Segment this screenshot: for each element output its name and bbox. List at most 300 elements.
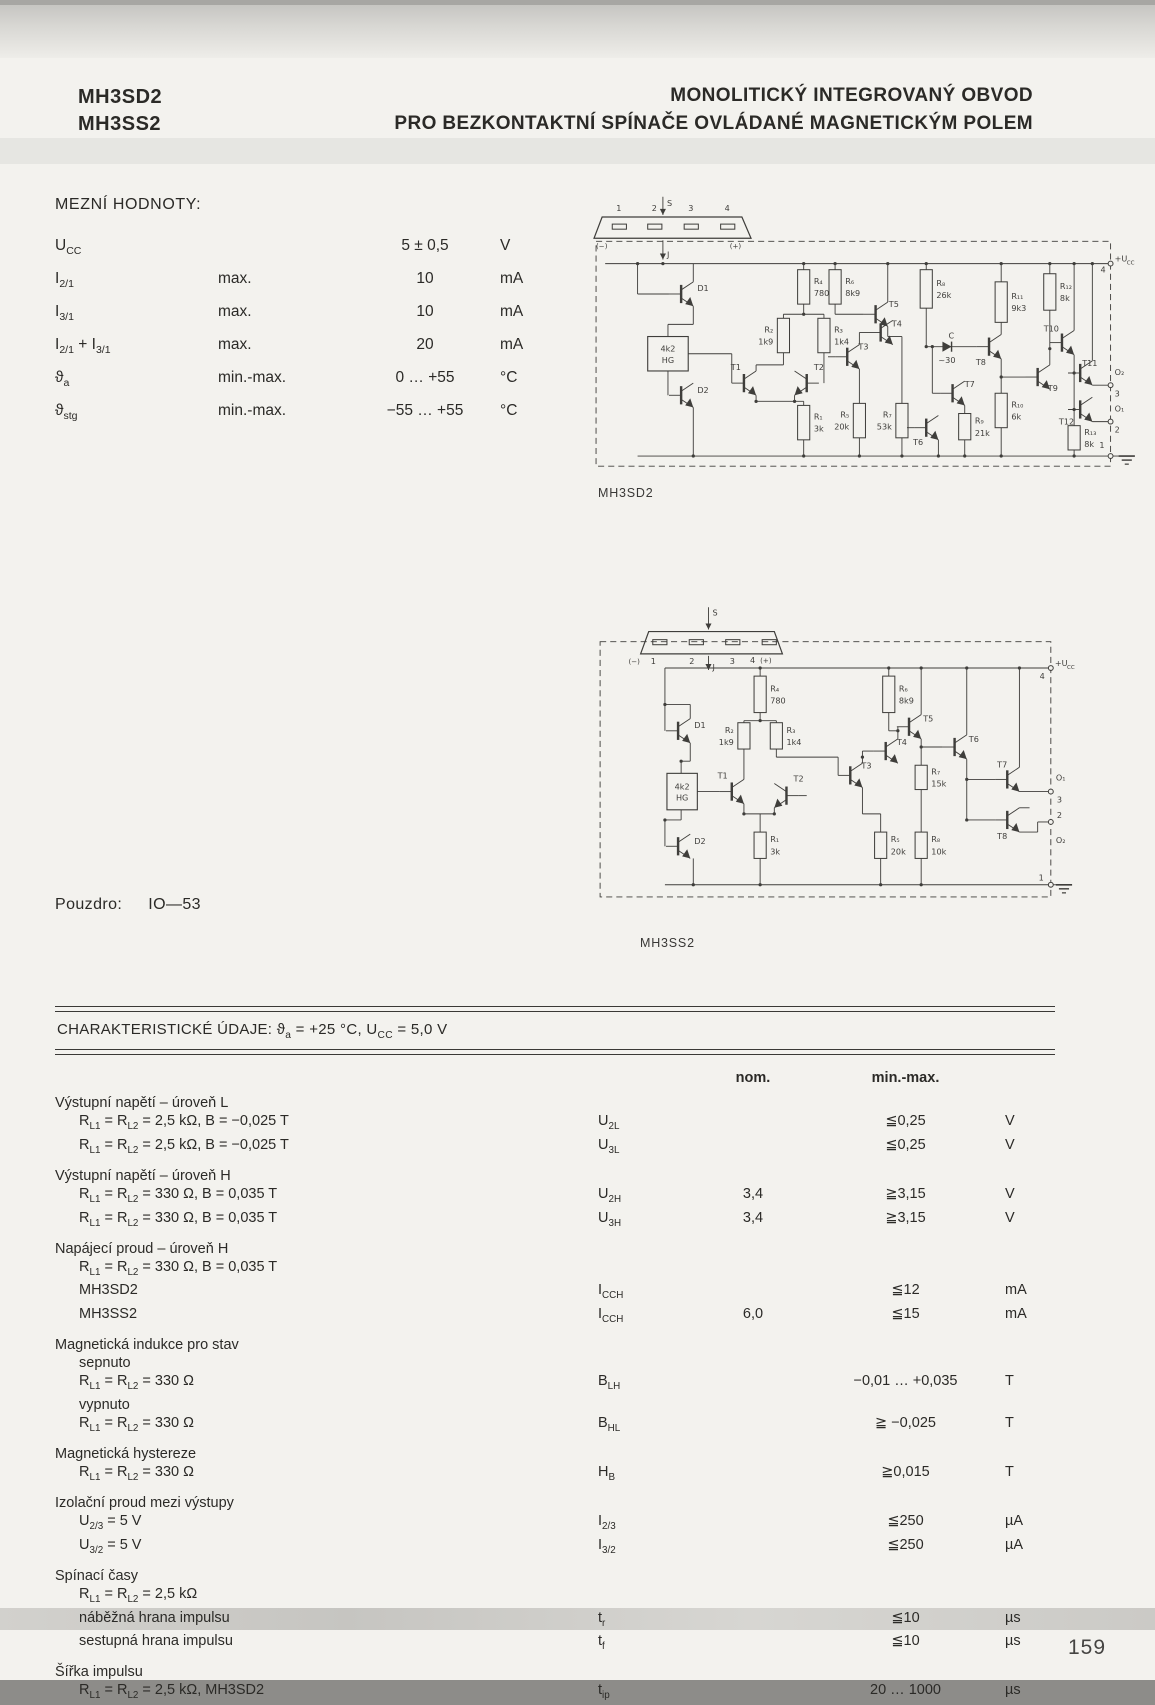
resistor-label: R₄: [770, 683, 780, 694]
row-symbol: $U_{3H}$: [598, 1209, 622, 1229]
row-nom: [698, 1681, 808, 1705]
row-minmax: ≦0,25: [885, 1113, 926, 1129]
row-symbol: $I_{CCH}$: [598, 1282, 624, 1302]
row-nom: [698, 1512, 808, 1536]
table-row: [55, 1258, 1055, 1282]
junction-dot: [759, 666, 762, 669]
resistor-value: 6k: [1011, 411, 1022, 422]
transistor-label: T12: [1058, 416, 1075, 427]
package-pin-slot: [648, 224, 662, 229]
row-label: $U_{3/2} = 5$ V: [79, 1536, 142, 1556]
row-label: sepnuto: [79, 1355, 131, 1372]
table-row: [55, 1112, 1055, 1136]
resistor-value: 9k3: [1011, 303, 1027, 314]
row-symbol: [598, 1258, 698, 1282]
row-nom: [698, 1354, 808, 1372]
junction-dot: [937, 454, 940, 457]
characteristics-title: CHARAKTERISTICKÉ ÚDAJE: $ϑ_a = +25$ °C, $U_{CC} = 5,0$ V: [57, 1021, 448, 1041]
row-symbol: $t_f$: [598, 1633, 605, 1653]
schematic-text: 2: [1114, 424, 1120, 435]
transistor-collector: [795, 371, 807, 379]
row-label: $R_{L1} = R_{L2} = 330$ Ω, B = 0,035 T: [79, 1258, 278, 1278]
limit-symbol: $I_{2/1} + I_{3/1}$: [55, 336, 111, 357]
resistor: [920, 270, 932, 308]
row-nom: [698, 1463, 808, 1487]
resistor-value: 26k: [936, 290, 952, 301]
junction-dot: [802, 313, 805, 316]
transistor-label: D2: [694, 836, 706, 847]
resistor: [754, 676, 766, 712]
resistor: [959, 414, 971, 440]
section-title: Magnetická indukce pro stav: [55, 1337, 239, 1354]
resistor-label: R₃: [786, 724, 796, 735]
schematic-text: O₂: [1055, 835, 1066, 846]
resistor-value: 8k: [1084, 438, 1095, 449]
pin-terminal: [1048, 882, 1053, 887]
transistor-collector: [1062, 330, 1074, 338]
scan-band-top: [0, 0, 1155, 58]
resistor: [915, 765, 927, 789]
table-row: [55, 1585, 1055, 1609]
schematic-text: 1: [1038, 872, 1044, 883]
package-outline: [641, 632, 783, 654]
resistor-value: 1k4: [834, 336, 850, 347]
section-title: Výstupní napětí – úroveň L: [55, 1095, 229, 1111]
resistor-label: R₁: [770, 834, 780, 845]
table-row: [55, 1512, 1055, 1536]
resistor-label: R₁₃: [1084, 426, 1097, 437]
transistor-label: T4: [896, 736, 907, 747]
junction-dot: [1000, 375, 1003, 378]
chip-boundary: [600, 642, 1051, 897]
schematic-text: 2: [689, 655, 695, 666]
characteristics-table: [55, 1006, 1055, 1705]
arrowhead: [705, 623, 711, 629]
junction-dot: [1072, 408, 1075, 411]
row-symbol: $I_{2/3}$: [598, 1512, 616, 1532]
schematic-text: 4: [1039, 671, 1045, 682]
transistor-label: T10: [1043, 323, 1059, 334]
transistor-label: D1: [694, 719, 706, 730]
transistor-collector: [732, 779, 744, 787]
transistor-label: T2: [793, 773, 804, 784]
table-row: [55, 1463, 1055, 1487]
resistor-value: 1k9: [758, 336, 774, 347]
part-number-2: MH3SS2: [78, 113, 162, 135]
junction-dot: [1048, 347, 1051, 350]
row-symbol: $I_{3/2}$: [598, 1536, 616, 1556]
resistor-label: R₈: [936, 277, 946, 288]
row-symbol: $B_{HL}$: [598, 1415, 621, 1435]
page-number: 159: [1068, 1636, 1107, 1659]
limit-row: [55, 265, 615, 298]
resistor-label: R₅: [890, 834, 900, 845]
transistor-collector: [774, 783, 786, 791]
transistor-label: T4: [891, 318, 902, 329]
limit-value: 10: [416, 303, 434, 321]
limit-value: 20: [416, 336, 434, 354]
title-line-2: PRO BEZKONTAKTNÍ SPÍNAČE OVLÁDANÉ MAGNETICKÝM POLEM: [394, 113, 1033, 134]
pin-terminal: [1048, 820, 1053, 825]
junction-dot: [1048, 262, 1051, 265]
transistor-collector: [953, 381, 965, 389]
package-pin-slot: [684, 224, 698, 229]
row-nom: [698, 1396, 808, 1414]
section-title: Izolační proud mezi výstupy: [55, 1494, 234, 1511]
package-pin-slot: [721, 224, 735, 229]
row-nom: [698, 1414, 808, 1438]
junction-dot: [1072, 454, 1075, 457]
row-unit: [1003, 1585, 1055, 1609]
row-minmax: ≧0,015: [881, 1464, 930, 1481]
row-minmax: −0,01 … +0,035: [853, 1373, 958, 1390]
limit-value: −55 … +55: [386, 402, 464, 420]
resistor: [798, 270, 810, 304]
schematic-text: S: [712, 607, 718, 618]
transistor-collector: [955, 735, 967, 743]
limit-row: [55, 397, 615, 430]
schematic-text: +U: [1114, 253, 1128, 264]
pin-terminal: [1048, 789, 1053, 794]
transistor-label: T5: [923, 713, 934, 724]
resistor-label: R₁₀: [1011, 399, 1024, 410]
transistor-collector: [678, 834, 690, 842]
limit-symbol: $ϑ_{stg}$: [55, 402, 78, 423]
resistor-value: 20k: [890, 846, 906, 857]
transistor-label: T8: [975, 356, 986, 367]
row-unit: V: [1005, 1209, 1015, 1226]
transistor-collector: [1038, 365, 1050, 373]
schematic2-caption: MH3SS2: [640, 936, 695, 950]
limit-value: 10: [416, 270, 434, 288]
junction-dot: [1072, 262, 1075, 265]
pin-terminal: [1108, 454, 1113, 459]
resistor: [829, 270, 841, 304]
table-row: [55, 1136, 1055, 1160]
junction-dot: [663, 818, 666, 821]
row-label: vypnuto: [79, 1397, 130, 1414]
table-row: [55, 1281, 1055, 1305]
transistor-collector: [1080, 397, 1092, 405]
resistor: [915, 832, 927, 858]
limit-symbol: $I_{3/1}$: [55, 303, 74, 324]
transistor-label: T7: [964, 379, 975, 390]
schematic-text: C: [948, 330, 955, 341]
resistor-label: R₂: [724, 724, 734, 735]
row-nom: 3,4: [742, 1209, 764, 1226]
arrowhead: [660, 209, 666, 215]
resistor: [995, 282, 1007, 323]
row-symbol: $U_{3L}$: [598, 1136, 620, 1156]
table-row: [55, 1372, 1055, 1396]
row-label: $R_{L1} = R_{L2} = 330$ Ω, B = 0,035 T: [79, 1185, 278, 1205]
row-minmax: ≦15: [891, 1306, 920, 1323]
row-nom: [698, 1609, 808, 1633]
transistor-collector: [1007, 767, 1019, 775]
resistor-label: R₇: [931, 766, 941, 777]
row-minmax: [808, 1396, 1003, 1414]
row-symbol: $U_{2L}$: [598, 1113, 620, 1132]
row-unit: µA: [1005, 1536, 1024, 1553]
transistor-collector: [909, 715, 921, 723]
limit-condition: min.-max.: [218, 369, 287, 387]
schematic-text: CC: [1126, 260, 1135, 267]
table-rule-mid: [55, 1049, 1055, 1055]
row-minmax: [808, 1258, 1003, 1282]
resistor-value: 15k: [931, 778, 947, 789]
row-label: MH3SS2: [79, 1306, 138, 1323]
row-nom: [698, 1281, 808, 1305]
resistor: [1068, 426, 1080, 450]
resistor-value: 8k9: [898, 695, 914, 706]
resistor-value: 780: [813, 288, 830, 299]
transistor-label: T6: [913, 436, 924, 447]
title-line-1: MONOLITICKÝ INTEGROVANÝ OBVOD: [670, 85, 1033, 106]
resistor: [798, 405, 810, 439]
row-minmax: [808, 1585, 1003, 1609]
transistor-label: D2: [697, 385, 709, 396]
limit-unit: mA: [500, 303, 524, 321]
resistor-label: R₁₁: [1011, 291, 1024, 302]
resistor-value: 3k: [770, 846, 781, 857]
row-nom: [698, 1112, 808, 1136]
resistor-label: R₂: [764, 324, 774, 335]
pin-terminal: [1108, 261, 1113, 266]
column-header-minmax: min.-max.: [871, 1070, 940, 1086]
schematic-text: (+): [729, 241, 742, 251]
row-unit: µs: [1005, 1682, 1021, 1699]
row-label: $R_{L1} = R_{L2} = 2,5$ kΩ, MH3SD2: [79, 1682, 265, 1702]
junction-dot: [920, 883, 923, 886]
row-unit: V: [1005, 1136, 1015, 1153]
resistor-value: 3k: [813, 423, 824, 434]
schematic-text: (−): [596, 241, 608, 251]
junction-dot: [773, 812, 776, 815]
table-row: [55, 1185, 1055, 1209]
table-row: [55, 1609, 1055, 1633]
resistor: [995, 393, 1007, 427]
row-symbol: $I_{CCH}$: [598, 1306, 624, 1326]
package-outline: [594, 217, 751, 238]
package-label: Pouzdro:: [55, 896, 123, 913]
junction-dot: [900, 454, 903, 457]
resistor: [875, 832, 887, 858]
table-row: [55, 1305, 1055, 1329]
junction-dot: [861, 756, 864, 759]
limit-symbol: $I_{2/1}$: [55, 270, 74, 291]
package-pin-slot: [762, 640, 776, 645]
limit-condition: max.: [218, 303, 252, 321]
limit-value: 5 ± 0,5: [401, 237, 449, 254]
schematic-text: J: [666, 249, 670, 260]
row-label: $R_{L1} = R_{L2} = 330$ Ω: [79, 1415, 194, 1435]
resistor-label: R₆: [898, 683, 908, 694]
limit-row: [55, 331, 615, 364]
row-minmax: ≦250: [887, 1536, 924, 1553]
schematic-text: 3: [1114, 388, 1120, 399]
junction-dot: [833, 262, 836, 265]
hall-generator-box: [648, 337, 689, 371]
transistor-label: T9: [1047, 383, 1058, 394]
part-number-1: MH3SD2: [78, 86, 163, 108]
limit-condition: max.: [218, 336, 252, 354]
scan-band-mid: [0, 138, 1155, 164]
row-symbol: $t_{ip}$: [598, 1682, 610, 1702]
transistor-label: T7: [997, 759, 1008, 770]
resistor: [738, 723, 750, 749]
package-line: [55, 896, 201, 914]
junction-dot: [802, 262, 805, 265]
junction-dot: [1091, 262, 1094, 265]
resistor-label: R₇: [882, 409, 892, 420]
limit-condition: max.: [218, 270, 252, 288]
table-headers: [55, 1069, 1055, 1087]
page-title: [394, 82, 1033, 138]
limit-row: [55, 232, 615, 265]
row-label: MH3SD2: [79, 1282, 138, 1299]
transistor-collector: [744, 371, 756, 379]
schematic-text: CC: [1067, 665, 1075, 672]
junction-dot: [759, 883, 762, 886]
part-numbers: [78, 84, 162, 138]
row-symbol: $H_B$: [598, 1464, 616, 1483]
row-minmax: ≦12: [891, 1282, 920, 1299]
row-unit: T: [1005, 1373, 1014, 1390]
resistor: [777, 318, 789, 352]
section-title: Spínací časy: [55, 1567, 139, 1584]
row-symbol: $B_{LH}$: [598, 1373, 621, 1393]
resistor-label: R₁: [813, 411, 823, 422]
box-label: 4k2: [660, 343, 676, 354]
row-symbol: [598, 1354, 698, 1372]
box-label: 4k2: [674, 781, 690, 792]
hall-generator-box: [667, 773, 697, 809]
resistor-label: R₄: [813, 275, 823, 286]
schematic-text: J: [712, 662, 715, 673]
row-minmax: ≦250: [887, 1512, 924, 1529]
limit-symbol: $U_{CC}$: [55, 237, 82, 258]
schematic-text: 4: [750, 654, 756, 665]
package-pin-slot: [689, 640, 703, 645]
limit-unit: V: [500, 237, 511, 254]
pin-terminal: [1048, 666, 1053, 671]
box-label: HG: [661, 354, 675, 365]
row-unit: mA: [1005, 1306, 1027, 1323]
limits-title: MEZNÍ HODNOTY:: [55, 196, 202, 213]
box-label: HG: [675, 792, 689, 803]
package-pin-slot: [726, 640, 740, 645]
resistor-value: 1k9: [718, 736, 734, 747]
junction-dot: [1072, 371, 1075, 374]
schematic-text: O₁: [1055, 772, 1066, 783]
row-nom: 6,0: [742, 1306, 764, 1323]
junction-dot: [754, 400, 757, 403]
row-symbol: [598, 1585, 698, 1609]
transistor-label: D1: [697, 282, 709, 293]
column-header-nom: nom.: [735, 1070, 771, 1086]
junction-dot: [759, 719, 762, 722]
limit-unit: °C: [500, 402, 518, 420]
pin-terminal: [1108, 419, 1113, 424]
junction-dot: [896, 729, 899, 732]
resistor-label: R₆: [845, 275, 855, 286]
resistor-label: R₉: [974, 415, 984, 426]
junction-dot: [931, 345, 934, 348]
transistor-collector: [989, 335, 1001, 343]
row-unit: [1003, 1396, 1055, 1414]
transistor-label: T2: [813, 361, 824, 372]
row-nom: [698, 1585, 808, 1609]
table-row: [55, 1354, 1055, 1372]
section-title: Výstupní napětí – úroveň H: [55, 1167, 231, 1184]
row-unit: µs: [1005, 1609, 1021, 1626]
row-nom: [698, 1136, 808, 1160]
schematic-text: O₁: [1114, 403, 1125, 414]
capacitor-symbol: [942, 342, 951, 352]
junction-dot: [1018, 666, 1021, 669]
resistor: [853, 403, 865, 437]
junction-dot: [920, 745, 923, 748]
row-minmax: ≧3,15: [885, 1185, 926, 1202]
resistor-value: 8k9: [845, 288, 861, 299]
transistor-collector: [681, 383, 693, 391]
schematic-text: (−): [628, 656, 640, 666]
row-nom: [698, 1632, 808, 1656]
row-nom: [698, 1258, 808, 1282]
schematic-text: (+): [760, 655, 772, 665]
section-title: Šířka impulsu: [55, 1664, 143, 1681]
limit-row: [55, 298, 615, 331]
resistor: [754, 832, 766, 858]
junction-dot: [680, 760, 683, 763]
schematic-text: +U: [1054, 657, 1068, 668]
resistor: [896, 403, 908, 437]
row-symbol: $t_r$: [598, 1609, 606, 1629]
row-unit: [1003, 1354, 1055, 1372]
resistor-label: R₈: [931, 834, 941, 845]
resistor-value: 21k: [974, 427, 990, 438]
row-label: $R_{L1} = R_{L2} = 330$ Ω: [79, 1464, 194, 1483]
transistor-collector: [926, 416, 938, 424]
junction-dot: [1000, 262, 1003, 265]
row-label: $R_{L1} = R_{L2} = 2,5$ kΩ, B = −0,025 T: [79, 1136, 289, 1156]
schematic-text: 1: [650, 655, 656, 666]
junction-dot: [886, 262, 889, 265]
row-label: sestupná hrana impulsu: [79, 1633, 233, 1650]
junction-dot: [858, 454, 861, 457]
limit-row: [55, 364, 615, 397]
junction-dot: [965, 778, 968, 781]
limit-condition: [218, 232, 350, 265]
row-unit: V: [1005, 1185, 1015, 1202]
transistor-label: T5: [888, 299, 899, 310]
junction-dot: [965, 818, 968, 821]
package-pin-slot: [653, 640, 667, 645]
row-unit: V: [1005, 1113, 1015, 1129]
limit-unit: mA: [500, 270, 524, 288]
table-row: [55, 1396, 1055, 1414]
transistor-collector: [876, 302, 888, 310]
schematic-text: 2: [1056, 809, 1063, 820]
mh3sd2-schematic: [592, 194, 1144, 474]
row-minmax: ≧ −0,025: [875, 1415, 936, 1432]
junction-dot: [802, 454, 805, 457]
mh3ss2-schematic: [592, 578, 1144, 914]
junction-dot: [1000, 454, 1003, 457]
limit-condition: min.-max.: [218, 402, 287, 420]
table-row: [55, 1536, 1055, 1560]
resistor-value: 1k4: [786, 736, 802, 747]
